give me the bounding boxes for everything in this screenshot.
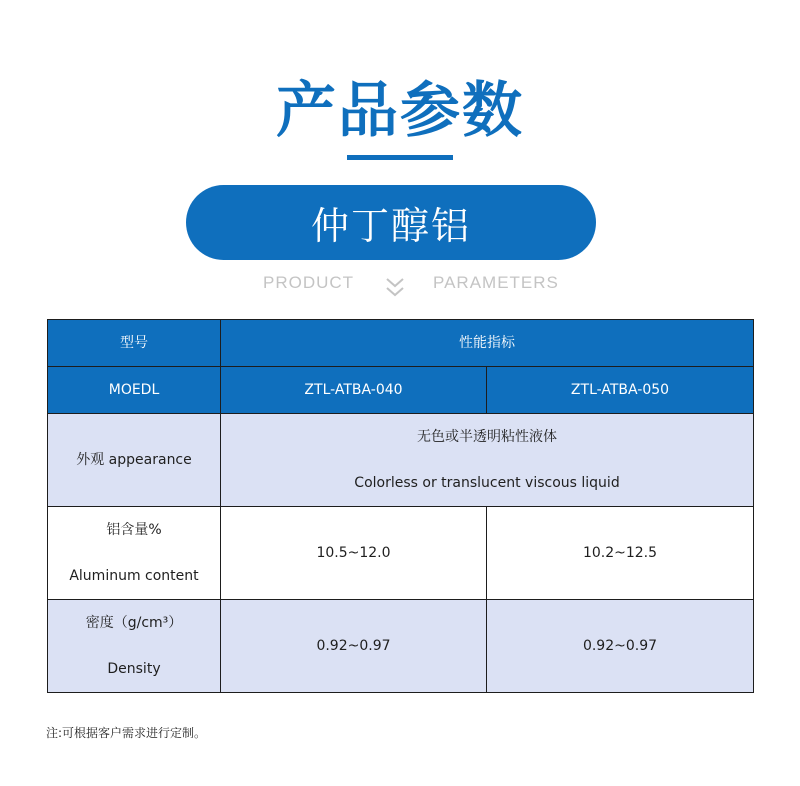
spec-label: 性能指标: [221, 320, 754, 367]
table-row: [48, 507, 754, 554]
title-underline: [347, 155, 453, 160]
density-label-en: Density: [48, 646, 221, 693]
aluminum-label-en: Aluminum content: [48, 553, 221, 600]
parameter-table: [47, 319, 754, 693]
density-label-cn: 密度（g/cm³）: [48, 600, 221, 647]
density-value-1: 0.92~0.97: [221, 600, 487, 693]
aluminum-value-2: 10.2~12.5: [487, 507, 754, 600]
table-header-row: [48, 320, 754, 367]
appearance-value-cn: 无色或半透明粘性液体: [221, 414, 754, 461]
table-row: [48, 600, 754, 647]
model-1-header: ZTL-ATBA-040: [221, 367, 487, 414]
subtitle-parameters: PARAMETERS: [433, 273, 559, 292]
aluminum-label-cn: 铝含量%: [48, 507, 221, 554]
double-chevron-down-icon: [384, 276, 406, 300]
aluminum-value-1: 10.5~12.0: [221, 507, 487, 600]
density-value-2: 0.92~0.97: [487, 600, 754, 693]
product-name: 仲丁醇铝: [310, 204, 471, 248]
customization-note: 注:可根据客户需求进行定制。: [46, 726, 207, 740]
model-label-en: MOEDL: [48, 367, 221, 414]
table-header-row: [48, 367, 754, 414]
product-name-banner: [186, 185, 596, 260]
appearance-value-en: Colorless or translucent viscous liquid: [221, 460, 754, 507]
model-label-cn: 型号: [48, 320, 221, 367]
table-row: [48, 414, 754, 461]
appearance-label: 外观 appearance: [48, 414, 221, 507]
subtitle-product: PRODUCT: [263, 273, 355, 292]
page-title: 产品参数: [276, 76, 524, 146]
model-2-header: ZTL-ATBA-050: [487, 367, 754, 414]
